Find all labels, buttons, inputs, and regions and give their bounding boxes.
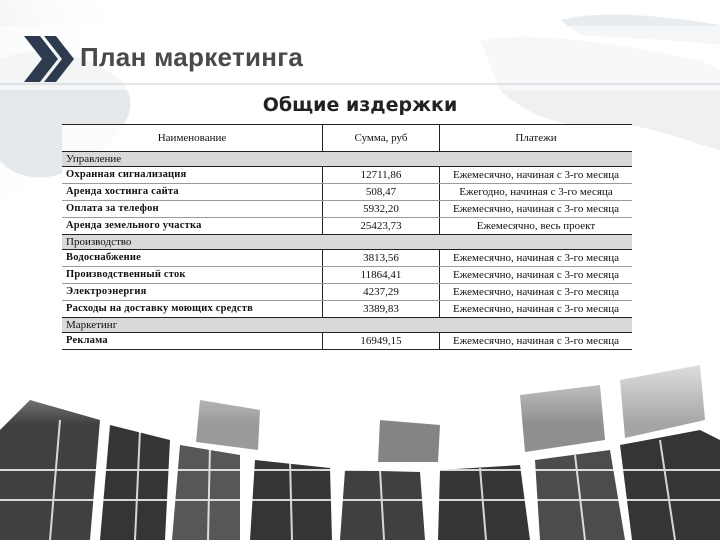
cell-sum: 11864,41 bbox=[323, 267, 440, 284]
cell-sum: 25423,73 bbox=[323, 218, 440, 235]
slide-title: План маркетинга bbox=[80, 42, 304, 72]
cell-sum: 3389,83 bbox=[323, 301, 440, 318]
cell-name: Оплата за телефон bbox=[62, 201, 323, 218]
header-payments: Платежи bbox=[440, 125, 633, 152]
group-label: Управление bbox=[62, 152, 632, 167]
table-row bbox=[62, 333, 632, 350]
cell-payment: Ежемесячно, начиная с 3-го месяца bbox=[440, 167, 633, 184]
table-row bbox=[62, 218, 632, 235]
cell-name: Аренда земельного участка bbox=[62, 218, 323, 235]
table-row bbox=[62, 301, 632, 318]
double-chevron-logo-icon bbox=[22, 34, 74, 84]
cell-payment: Ежегодно, начиная с 3-го месяца bbox=[440, 184, 633, 201]
cell-name: Водоснабжение bbox=[62, 250, 323, 267]
cell-payment: Ежемесячно, начиная с 3-го месяца bbox=[440, 201, 633, 218]
table-row bbox=[62, 201, 632, 218]
table-row bbox=[62, 250, 632, 267]
cell-sum: 5932,20 bbox=[323, 201, 440, 218]
cell-name: Электроэнергия bbox=[62, 284, 323, 301]
cell-payment: Ежемесячно, начиная с 3-го месяца bbox=[440, 301, 633, 318]
cell-sum: 16949,15 bbox=[323, 333, 440, 350]
cell-name: Аренда хостинга сайта bbox=[62, 184, 323, 201]
table-row bbox=[62, 184, 632, 201]
group-label: Производство bbox=[62, 235, 632, 250]
group-row bbox=[62, 235, 632, 250]
cell-sum: 508,47 bbox=[323, 184, 440, 201]
cell-name: Расходы на доставку моющих средств bbox=[62, 301, 323, 318]
group-label: Маркетинг bbox=[62, 318, 632, 333]
cell-sum: 4237,29 bbox=[323, 284, 440, 301]
table-header-row bbox=[62, 125, 632, 152]
cell-name: Реклама bbox=[62, 333, 323, 350]
costs-table bbox=[62, 124, 632, 350]
cell-payment: Ежемесячно, весь проект bbox=[440, 218, 633, 235]
header-name: Наименование bbox=[62, 125, 323, 152]
cell-payment: Ежемесячно, начиная с 3-го месяца bbox=[440, 250, 633, 267]
table-row bbox=[62, 284, 632, 301]
cell-sum: 12711,86 bbox=[323, 167, 440, 184]
group-row bbox=[62, 152, 632, 167]
table-row bbox=[62, 167, 632, 184]
table-row bbox=[62, 267, 632, 284]
cell-name: Производственный сток bbox=[62, 267, 323, 284]
section-heading: Общие издержки bbox=[262, 94, 458, 116]
cell-sum: 3813,56 bbox=[323, 250, 440, 267]
group-row bbox=[62, 318, 632, 333]
header-sum: Сумма, руб bbox=[323, 125, 440, 152]
cell-payment: Ежемесячно, начиная с 3-го месяца bbox=[440, 333, 633, 350]
cell-name: Охранная сигнализация bbox=[62, 167, 323, 184]
cell-payment: Ежемесячно, начиная с 3-го месяца bbox=[440, 267, 633, 284]
cell-payment: Ежемесячно, начиная с 3-го месяца bbox=[440, 284, 633, 301]
